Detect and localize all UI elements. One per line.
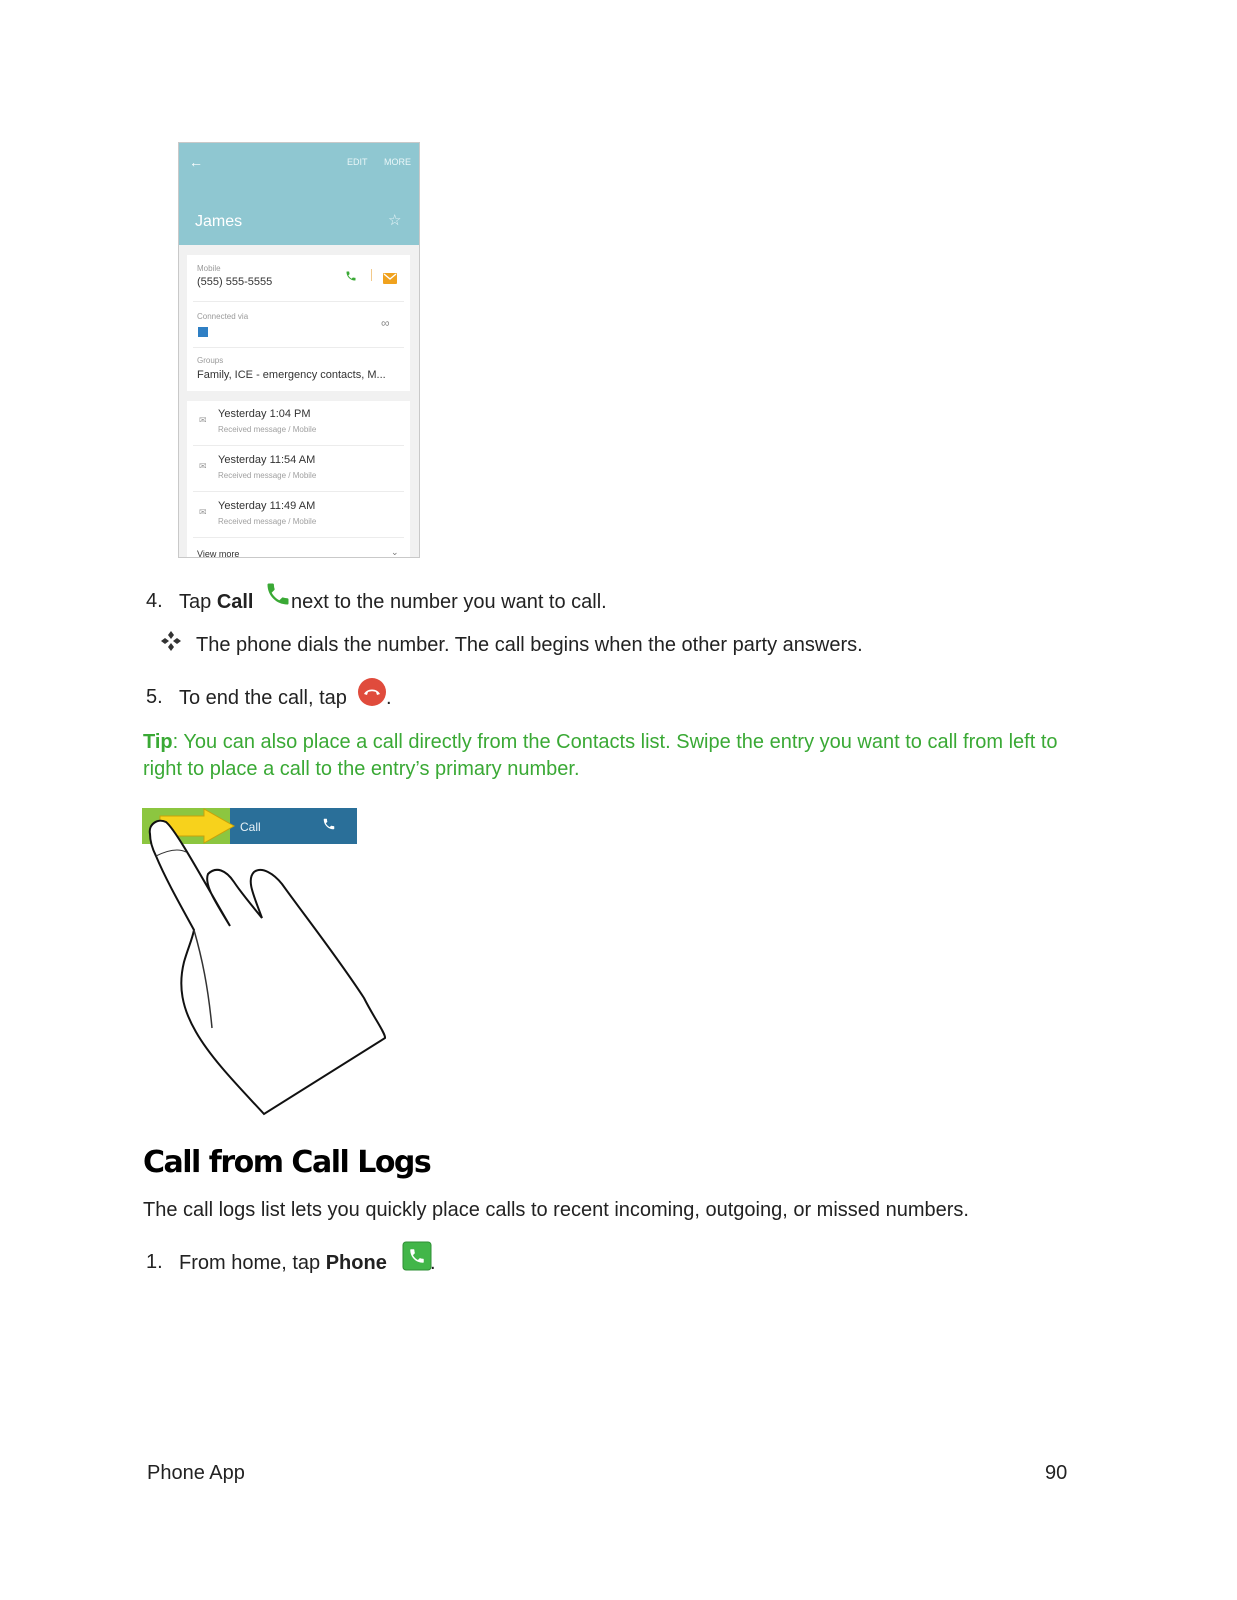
log-list — [187, 401, 410, 558]
phone-term: Phone — [325, 1252, 387, 1274]
call-term: Call — [216, 591, 254, 613]
mobile-number: (555) 555-5555 — [197, 276, 273, 288]
edit-button[interactable]: EDIT — [347, 157, 368, 167]
phone-app-icon — [402, 1241, 432, 1276]
log-time: Yesterday 11:49 AM — [218, 500, 316, 512]
more-button[interactable]: MORE — [384, 157, 411, 167]
groups-label: Groups — [197, 356, 224, 365]
mobile-label: Mobile — [197, 264, 221, 273]
step-5-text-end: . — [386, 687, 392, 709]
log-time: Yesterday 1:04 PM — [218, 408, 311, 420]
divider — [193, 445, 404, 446]
step-number: 4. — [146, 590, 163, 612]
tip-text: : You can also place a call directly from the Contacts list. Swipe the entry you want to call from left to right to place a call to the entry’s primary number. — [143, 731, 1058, 780]
end-call-icon — [357, 677, 387, 712]
contact-header — [179, 143, 419, 245]
groups-value: Family, ICE - emergency contacts, M... — [197, 369, 386, 381]
back-arrow-icon[interactable]: ← — [189, 154, 203, 170]
contact-info-card — [187, 255, 410, 391]
step-1-text-end: . — [430, 1252, 436, 1274]
swipe-call-label: Call — [240, 820, 261, 834]
link-icon[interactable]: ∞ — [381, 316, 390, 330]
section-heading: Call from Call Logs — [143, 1145, 431, 1180]
swipe-illustration — [142, 808, 387, 1118]
section-intro: The call logs list lets you quickly place calls to recent incoming, outgoing, or missed numbers. — [143, 1199, 969, 1221]
hand-swipe-drawing — [142, 808, 387, 1118]
log-detail: Received message / Mobile — [218, 517, 317, 526]
log-detail: Received message / Mobile — [218, 471, 317, 480]
divider — [193, 301, 404, 302]
message-icon[interactable] — [383, 271, 397, 289]
bullet-text: The phone dials the number. The call begins when the other party answers. — [196, 634, 863, 656]
step-1-text: From home, tap Phone — [179, 1252, 387, 1274]
view-more-link[interactable]: View more — [197, 549, 240, 558]
connected-via-label: Connected via — [197, 312, 249, 321]
page-number: 90 — [1045, 1462, 1068, 1484]
contact-name: James — [195, 213, 243, 230]
message-log-icon: ✉ — [199, 415, 207, 425]
divider — [193, 537, 404, 538]
log-time: Yesterday 11:54 AM — [218, 454, 316, 466]
divider — [193, 491, 404, 492]
footer-section-title: Phone App — [147, 1462, 245, 1484]
step-4-text-end: next to the number you want to call. — [291, 591, 607, 613]
step-4-text: Tap Call — [179, 591, 254, 613]
chevron-down-icon[interactable]: ⌄ — [391, 547, 399, 557]
message-log-icon: ✉ — [199, 461, 207, 471]
separator — [371, 269, 372, 281]
step-number: 5. — [146, 686, 163, 708]
star-icon[interactable]: ☆ — [388, 212, 402, 229]
app-badge-icon — [198, 327, 208, 337]
step-5-text: To end the call, tap — [179, 687, 347, 709]
divider — [193, 347, 404, 348]
call-icon[interactable] — [345, 269, 357, 287]
tip-label: Tip — [143, 731, 173, 753]
step-number: 1. — [146, 1251, 163, 1273]
contact-detail-screenshot — [178, 142, 420, 558]
message-log-icon: ✉ — [199, 507, 207, 517]
call-icon — [264, 580, 292, 613]
tip-paragraph — [143, 729, 1093, 783]
log-detail: Received message / Mobile — [218, 425, 317, 434]
bullet-icon — [160, 630, 182, 657]
